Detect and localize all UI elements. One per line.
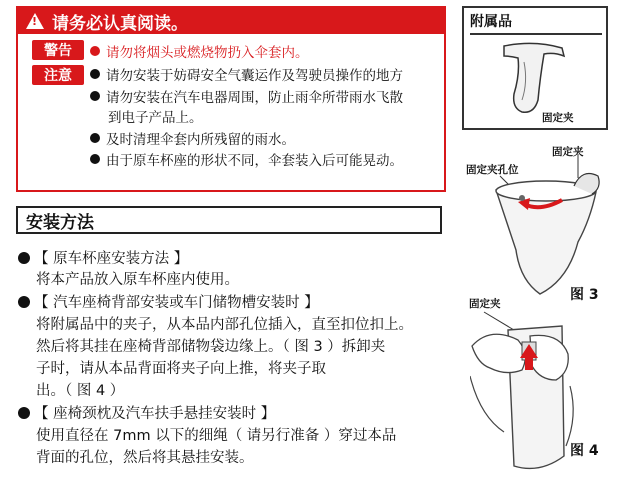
bullet-icon	[90, 133, 100, 143]
caution-item	[90, 128, 295, 148]
fig4-clip-label: 固定夹	[469, 298, 501, 310]
step-heading	[18, 247, 188, 268]
figure4-illustration	[470, 306, 580, 482]
bullet-icon	[90, 69, 100, 79]
accessory-box	[462, 6, 608, 130]
step-text: 子时，请从本品背面将夹子向上推，将夹子取	[36, 361, 326, 377]
caution-item-continuation: 到电子产品上。	[108, 110, 203, 126]
warning-header-text: 请务必认真阅读。	[52, 13, 188, 34]
warning-item	[90, 41, 309, 61]
step-heading	[18, 402, 275, 423]
caution-item	[90, 86, 403, 106]
step-text: 使用直径在 7mm 以下的细绳（ 请另行准备 ）穿过本品	[36, 428, 397, 444]
caution-item-text: 请勿安装在汽车电器周围，防止雨伞所带雨水飞散	[106, 90, 403, 106]
clip-label: 固定夹	[542, 112, 574, 124]
warning-header	[18, 8, 444, 34]
fig3-hole-label: 固定夹孔位	[466, 164, 519, 176]
warning-box	[16, 6, 446, 192]
step-text: 然后将其挂在座椅背部储物袋边缘上。（ 图 3 ）拆卸夹	[36, 339, 386, 355]
step-heading	[18, 291, 319, 312]
caution-item-text: 请勿安装于妨碍安全气囊运作及驾驶员操作的地方	[106, 68, 403, 84]
caution-item-text: 及时清理伞套内所残留的雨水。	[106, 132, 295, 148]
step-heading-text: 【 座椅颈枕及汽车扶手悬挂安装时 】	[34, 406, 276, 422]
figure3-illustration	[470, 150, 610, 298]
step-text: 背面的孔位，然后将其悬挂安装。	[36, 450, 254, 466]
caution-item-text: 由于原车杯座的形状不同，伞套装入后可能晃动。	[106, 153, 403, 169]
step-text: 出。（ 图 4 ）	[36, 383, 125, 399]
bullet-icon	[90, 154, 100, 164]
install-method-title: 安装方法	[16, 206, 442, 234]
warning-triangle-icon	[26, 13, 44, 29]
warning-item-text: 请勿将烟头或燃烧物扔入伞套内。	[106, 45, 309, 61]
step-heading-text: 【 原车杯座安装方法 】	[34, 251, 189, 267]
clip-accessory-icon	[494, 38, 574, 118]
bullet-icon	[90, 91, 100, 101]
accessory-title: 附属品	[470, 11, 602, 35]
caution-item	[90, 64, 403, 84]
red-bullet-icon	[90, 46, 100, 56]
bullet-icon	[18, 252, 30, 264]
caution-tag: 注意	[32, 65, 84, 85]
fig3-clip-label: 固定夹	[552, 146, 584, 158]
figure4-caption: 图 4	[570, 443, 599, 459]
step-text: 将本产品放入原车杯座内使用。	[36, 272, 239, 288]
figure3-caption: 图 3	[570, 287, 599, 303]
warning-tag: 警告	[32, 40, 84, 60]
caution-item	[90, 149, 403, 169]
bullet-icon	[18, 296, 30, 308]
step-text: 将附属品中的夹子，从本品内部孔位插入，直至扣位扣上。	[36, 317, 413, 333]
bullet-icon	[18, 407, 30, 419]
step-heading-text: 【 汽车座椅背部安装或车门储物槽安装时 】	[34, 295, 319, 311]
